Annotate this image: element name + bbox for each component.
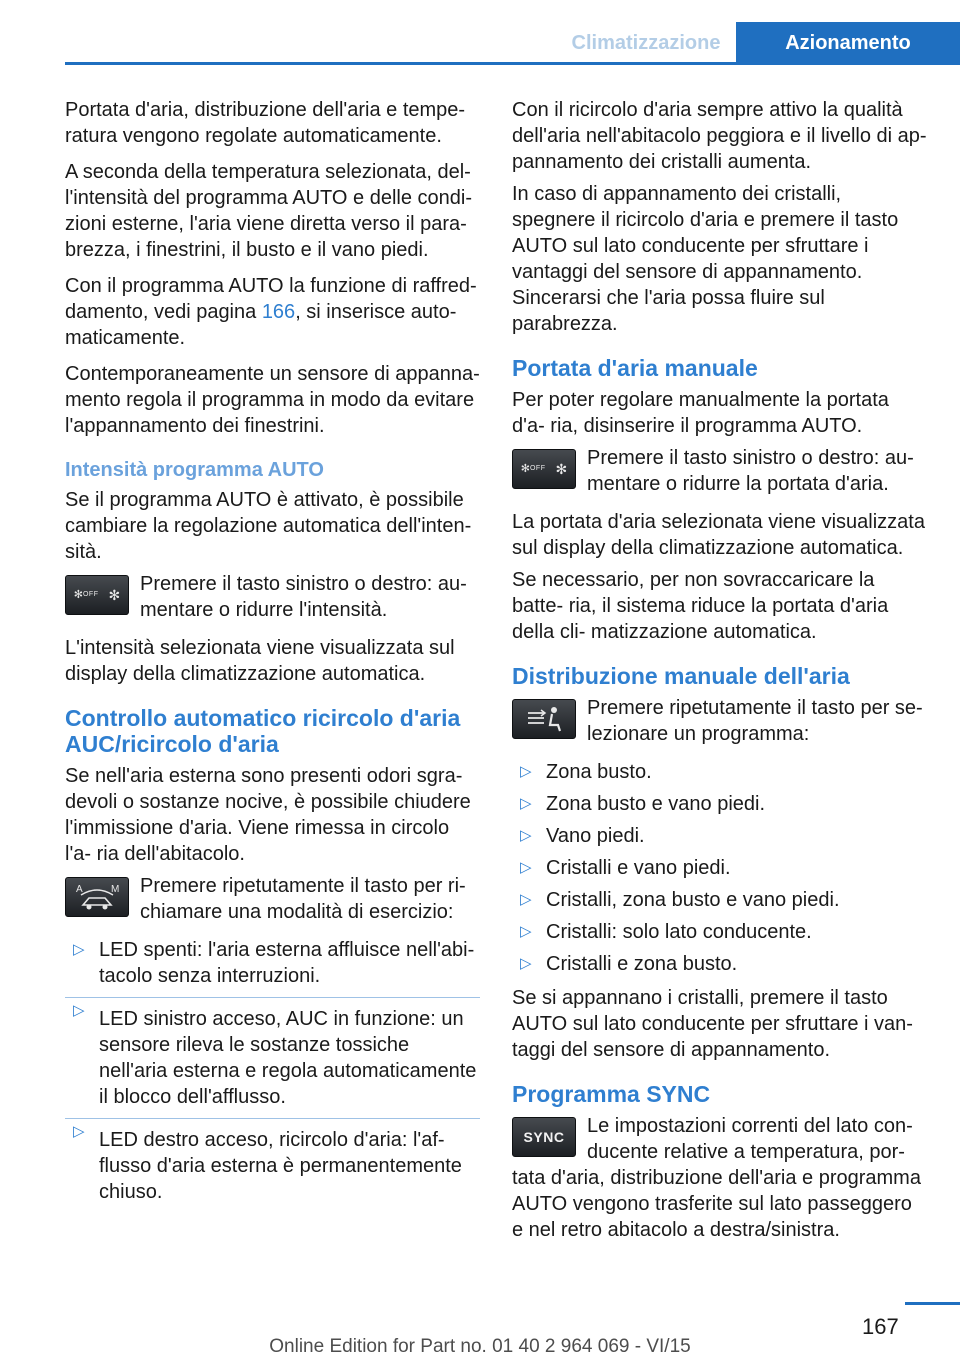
- key-row: [512, 695, 927, 747]
- heading-intensity: Intensità programma AUTO: [65, 459, 324, 481]
- triangle-bullet-icon: ▷: [520, 763, 532, 780]
- triangle-bullet-icon: ▷: [520, 955, 532, 972]
- svg-text:M: M: [111, 884, 120, 895]
- paragraph: Se necessario, per non sovraccaricare la batte‐ ria, il sistema riduce la portata d'aria della cli‐ matizzazione automatica.: [512, 569, 889, 643]
- mode-list: [65, 937, 480, 1207]
- page-link[interactable]: 166: [261, 301, 296, 323]
- paragraph: Contemporaneamente un sensore di appanna‐ mento regola il programma in modo da evitare l'appannamento dei finestrini.: [65, 363, 480, 437]
- list-item: ▷ Zona busto e vano piedi.: [520, 793, 766, 815]
- paragraph: Se nell'aria esterna sono presenti odori sgra‐ devoli o sostanze nocive, è possibile chiudere l'immissione d'aria. Viene rimessa in circolo l'a‐ ria dell'abitacolo.: [65, 765, 471, 865]
- list-item: ▷ Cristalli, zona busto e vano piedi.: [520, 889, 840, 911]
- fan-small-icon: ✻: [73, 589, 83, 601]
- sync-button-image: SYNC: [512, 1117, 576, 1157]
- paragraph: Per poter regolare manualmente la portata d'a‐ ria, disinserire il programma AUTO.: [512, 389, 889, 437]
- left-column: [65, 97, 480, 1215]
- header-rule: [65, 62, 960, 65]
- triangle-bullet-icon: ▷: [73, 1123, 85, 1140]
- distribution-list: [512, 759, 927, 977]
- section-tab[interactable]: Climatizzazione: [556, 22, 736, 62]
- key-row: [65, 873, 480, 925]
- paragraph: L'intensità selezionata viene visualizzata sul display della climatizzazione automatica.: [65, 637, 455, 685]
- fan-button-image: ✻ OFF ✻: [512, 449, 576, 489]
- fan-small-icon: ✻: [520, 463, 530, 475]
- key-row: [512, 445, 927, 497]
- seat-airflow-icon: [514, 701, 574, 737]
- svg-text:A: A: [76, 884, 83, 895]
- list-item: ▷ Zona busto.: [520, 761, 652, 783]
- paragraph: In caso di appannamento dei cristalli, spegnere il ricircolo d'aria e premere il tasto AUTO sul lato conducente per sfruttare i vantaggi del sensore di appannamento. Sincerarsi che l'aria possa fluire sul parabrezza.: [512, 183, 899, 335]
- heading-manual-flow: Portata d'aria manuale: [512, 355, 758, 381]
- paragraph: Portata d'aria, distribuzione dell'aria e tempe‐ ratura vengono regolate automaticamente.: [65, 99, 466, 147]
- paragraph: La portata d'aria selezionata viene visualizzata sul display della climatizzazione automatica.: [512, 511, 925, 559]
- key-instruction: Premere ripetutamente il tasto per ri‐ chiamare una modalità di esercizio:: [140, 875, 466, 923]
- triangle-bullet-icon: ▷: [520, 923, 532, 940]
- list-item: ▷ LED destro acceso, ricircolo d'aria: l'af‐ flusso d'aria esterna è permanentemente chiuso.: [65, 1118, 480, 1207]
- fan-large-icon: ✻: [108, 587, 121, 603]
- key-row: [65, 571, 480, 623]
- chapter-tab[interactable]: Azionamento: [736, 22, 960, 62]
- edition-footer: Online Edition for Part no. 01 40 2 964 069 - VI/15: [269, 1336, 691, 1357]
- footer-rule: [905, 1302, 960, 1305]
- paragraph: Se si appannano i cristalli, premere il tasto AUTO sul lato conducente per sfruttare i van‐ taggi del sensore di appannamento.: [512, 987, 913, 1061]
- paragraph: Le impostazioni correnti del lato con‐ ducente relative a temperatura, por‐ tata d'aria, distribuzione dell'aria e programma AUTO vengono trasferite sul lato passeggero e nel retro abitacolo a destra/sinistra.: [512, 1115, 921, 1241]
- list-item: ▷ LED sinistro acceso, AUC in funzione: un sensore rileva le sostanze tossiche nell'aria esterna e regola automaticamente il blocco dell'afflusso.: [65, 997, 480, 1112]
- paragraph: Se il programma AUTO è attivato, è possibile cambiare la regolazione automatica dell'inten‐ sità.: [65, 489, 472, 563]
- list-item: ▷ LED spenti: l'aria esterna affluisce nell'abi‐ tacolo senza interruzioni.: [73, 939, 475, 987]
- fan-large-icon: ✻: [555, 461, 568, 477]
- paragraph: A seconda della temperatura selezionata, del‐ l'intensità del programma AUTO e delle condi‐ zioni esterne, l'aria viene diretta verso il para‐ brezza, i finestrini, il busto e il vano piedi.: [65, 161, 472, 261]
- paragraph: Con il ricircolo d'aria sempre attivo la qualità dell'aria nell'abitacolo peggiora e il livello di ap‐ pannamento dei cristalli aumenta.: [512, 99, 927, 173]
- right-column: [512, 97, 927, 1243]
- heading-manual-distribution: Distribuzione manuale dell'aria: [512, 663, 850, 689]
- page-number: 167: [862, 1314, 899, 1339]
- header-tabs: [556, 22, 960, 62]
- list-item: ▷ Vano piedi.: [520, 825, 645, 847]
- triangle-bullet-icon: ▷: [520, 827, 532, 844]
- triangle-bullet-icon: ▷: [520, 859, 532, 876]
- paragraph: Con il programma AUTO la funzione di raffred‐ damento, vedi pagina 166, si inserisce auto‐ maticamente.: [65, 275, 477, 349]
- key-instruction: Premere ripetutamente il tasto per se‐ lezionare un programma:: [587, 697, 923, 745]
- list-item: ▷ Cristalli e zona busto.: [520, 953, 738, 975]
- key-instruction: Premere il tasto sinistro o destro: au‐ mentare o ridurre la portata d'aria.: [587, 447, 914, 495]
- recirculation-icon: [67, 879, 127, 915]
- triangle-bullet-icon: ▷: [73, 1002, 85, 1019]
- heading-sync: Programma SYNC: [512, 1081, 711, 1107]
- triangle-bullet-icon: ▷: [73, 941, 85, 958]
- triangle-bullet-icon: ▷: [520, 891, 532, 908]
- list-item: ▷ Cristalli: solo lato conducente.: [520, 921, 812, 943]
- fan-button-image: ✻ OFF ✻: [65, 575, 129, 615]
- recirculation-button-image: [65, 877, 129, 917]
- air-distribution-button-image: [512, 699, 576, 739]
- triangle-bullet-icon: ▷: [520, 795, 532, 812]
- list-item: ▷ Cristalli e vano piedi.: [520, 857, 731, 879]
- heading-auc: Controllo automatico ricircolo d'aria AUC/ricircolo d'aria: [65, 705, 461, 757]
- sync-block: [512, 1113, 927, 1243]
- key-instruction: Premere il tasto sinistro o destro: au‐ mentare o ridurre l'intensità.: [140, 573, 467, 621]
